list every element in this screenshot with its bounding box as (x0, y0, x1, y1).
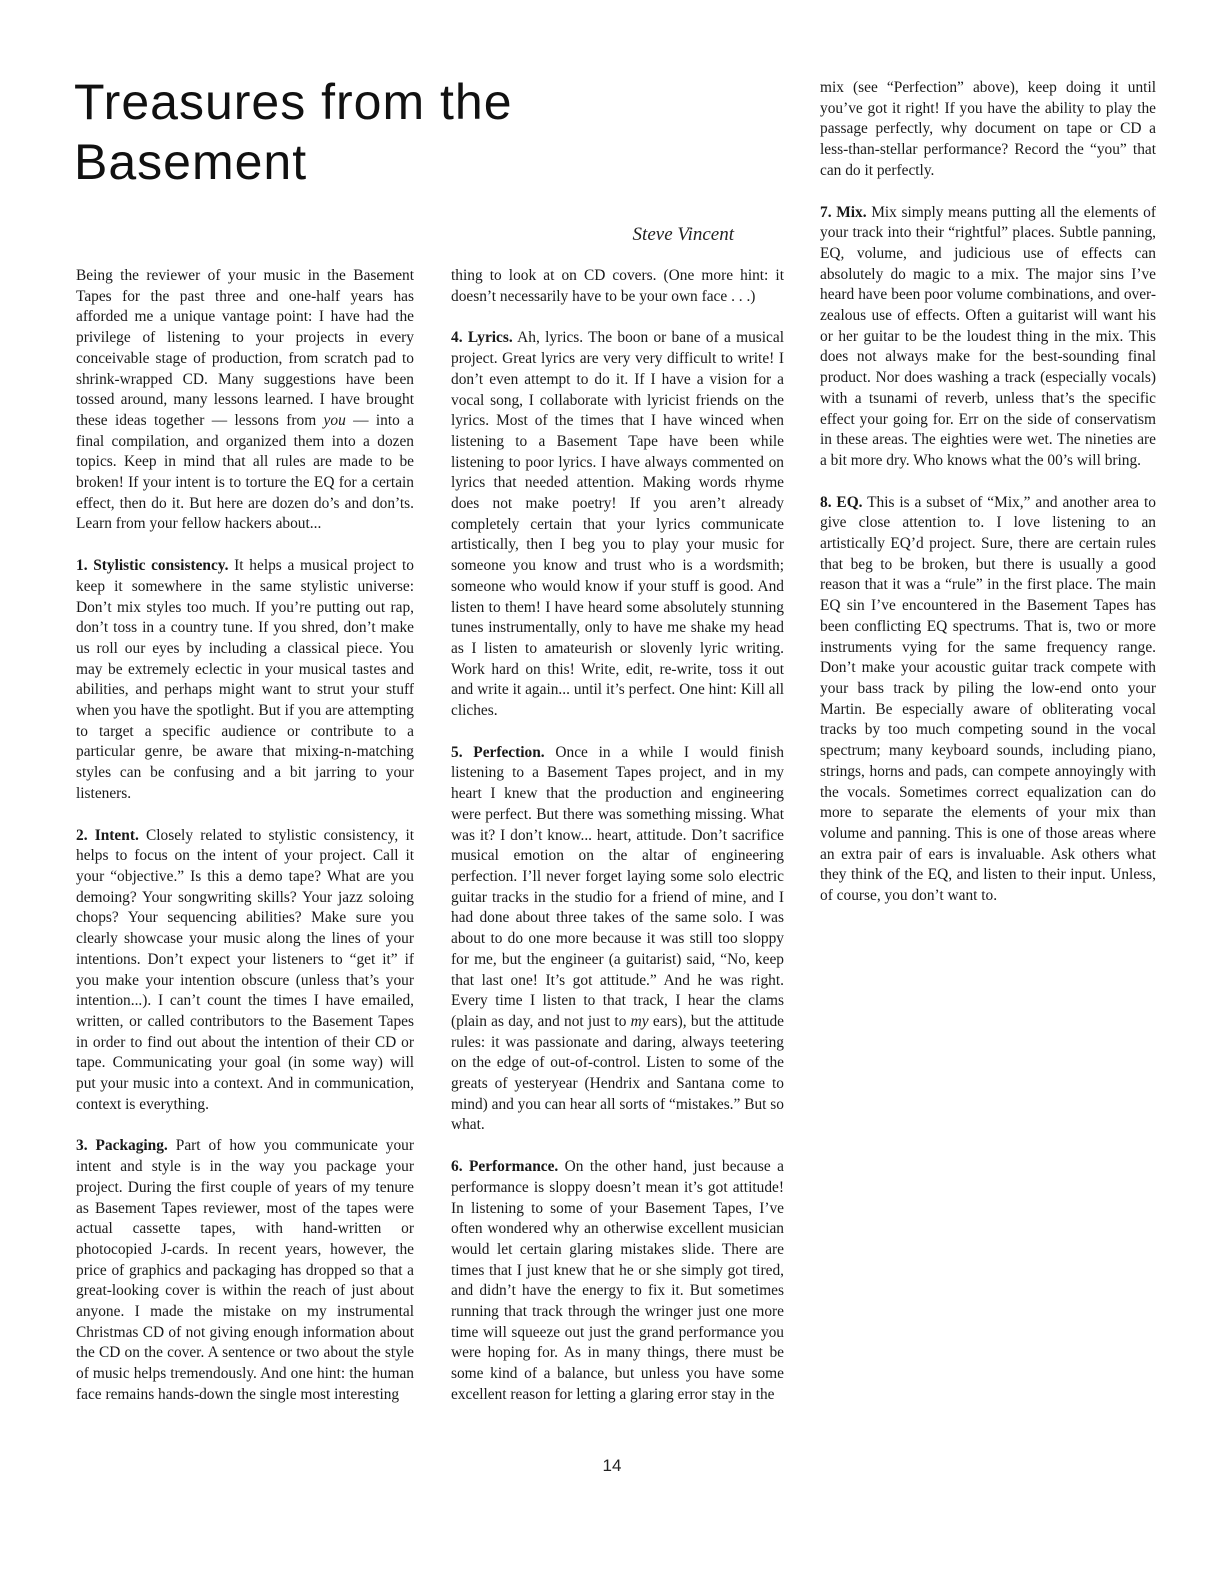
section-heading: 8. EQ. (820, 493, 863, 511)
section-mix (820, 203, 1156, 472)
section-body: Part of how you communicate your intent and style is in the way you package your project. During the first couple of years of my tenure as Basement Tapes reviewer, most of the tapes were actual cassette tapes, with hand-written or photocopied J-cards. In recent years, however, the price of graphics and packaging has dropped so that a great-looking cover is within the reach of just about anyone. I made the mistake on my instrumental Christmas CD of not giving enough information about the CD on the cover. A sentence or two about the style of music helps tremendously. And one hint: the human face remains hands-down the single most interesting (76, 1137, 414, 1403)
section-heading: 5. Perfection. (451, 743, 545, 761)
section-heading: 2. Intent. (76, 826, 139, 844)
section-body: Mix simply means putting all the elements of your track into their “rightful” places. Subtle panning, EQ, volume, and judicious use of effects can absolutely do magic to a mix. The major sins I’ve heard have been poor volume combinations, and over-zealous use of effects. Often a guitarist will want his or her guitar to be the loudest thing in the mix. This does not always make for the best-sounding final product. Nor does washing a track (especially vocals) with a tsunami of reverb, unless that’s the specific effect your going for. Err on the side of conservatism in these areas. The eighties were wet. The nineties are a bit more dry. Who knows what the 00’s will bring. (820, 203, 1156, 469)
section-body: On the other hand, just because a performance is sloppy doesn’t mean it’s got attitude! In listening to some of your Basement Tapes, I’ve often wondered why an otherwise excellent musician would let certain glaring mistakes slide. There are times that I just knew that he or she simply got tired, and didn’t have the energy to fix it. But sometimes running that track through the wringer just one more time will squeeze out just the grand performance you were hoping for. As in many things, there must be some kind of a balance, but unless you have some excellent reason for letting a glaring error stay in the (451, 1158, 784, 1403)
section-body: mix (see “Perfection” above), keep doing it until you’ve got it right! If you have the ability to play the passage perfectly, why document on tape or CD a less-than-stellar performance? Record the “you” that can do it perfectly. (820, 79, 1156, 179)
page-number: 14 (602, 1456, 622, 1475)
section-body: This is a subset of “Mix,” and another area to give close attention to. I love listening to an artistically EQ’d project. Sure, there are certain rules that beg to be broken, but there is usually a good reason that it was a “rule” in the first place. The main EQ sin I’ve encountered in the Basement Tapes has been conflicting EQ spectrums. That is, two or more instruments vying for the same frequency range. Don’t make your acoustic guitar track compete with your bass track by piling the low-end onto your Martin. Be especially aware of obliterating vocal tracks by too much competing sound in the vocal spectrum; many keyboard sounds, including piano, strings, horns and pads, can compete annoyingly with the vocals. Sometimes correct equalization can do more to separate the elements of your mix than volume and panning. This is one of those areas where an extra pair of ears is invaluable. Ask others what they think of the EQ, and listen to their input. Unless, of course, you don’t want to. (820, 493, 1156, 905)
article-title (74, 72, 694, 192)
section-heading: 7. Mix. (820, 203, 867, 221)
section-body-part-2: ears), but the attitude rules: it was passionate and daring, always teetering on the edge of out-of-control. Listen to some of the greats of yesteryear (Hendrix and Santana come to mind) and you can hear all sorts of “mistakes.” But so what. (451, 1012, 784, 1134)
section-body: Ah, lyrics. The boon or bane of a musical project. Great lyrics are very very difficult to write! I don’t even attempt to do it. If I have a vision for a vocal song, I collaborate with lyricist friends on the lyrics. Most of the times that I have winced when listening to a Basement Tape have been while listening to poor lyrics. I have always commented on lyrics that needed attention. Making words rhyme does not make poetry! If you aren’t already completely certain that your lyrics communicate artistically, then I beg you to play your music for someone you know and trust who is a wordsmith; someone who would know if your stuff is good. And listen to them! I have heard some absolutely stunning tunes instrumentally, only to have me shake my head as I listen to amateurish or slovenly lyric writing. Work hard on this! Write, edit, re-write, toss it out and write it again... until it’s perfect. One hint: Kill all cliches. (451, 329, 784, 720)
column-2 (451, 266, 784, 1427)
intro-text-part-1: Being the reviewer of your music in the Basement Tapes for the past three and one-half years has afforded me a unique vantage point: I have had the privilege of listening to your projects in every conceivable stage of production, from scratch pad to shrink-wrapped CD. Many suggestions have been tossed around, many lessons learned. I have brought these ideas together — lessons from (76, 267, 414, 429)
column-3 (820, 78, 1156, 928)
section-lyrics (451, 328, 784, 721)
intro-emphasis-you: you (323, 411, 346, 429)
column-1 (76, 266, 414, 1427)
section-stylistic-consistency (76, 556, 414, 804)
author-byline: Steve Vincent (632, 224, 734, 245)
article-title-line-1: Treasures from the (74, 74, 513, 130)
section-body: Closely related to stylistic consistency, it helps to focus on the intent of your project. Call it your “objective.” Is this a demo tape? What are you demoing? Your songwriting skills? Your jazz soloing chops? Your sequencing abilities? Make sure you clearly showcase your music along the lines of your intentions. Don’t expect your listeners to “get it” if you make your intention obscure (unless that’s your intention...). I can’t count the times I have emailed, written, or called contributors to the Basement Tapes in order to find out about the intention of their CD or tape. Communicating your goal (in some way) will put your music into a context. And in communication, context is everything. (76, 826, 414, 1113)
section-body: thing to look at on CD covers. (One more hint: it doesn’t necessarily have to be your own face . . .) (451, 267, 784, 305)
section-body-part-1: Once in a while I would finish listening to a Basement Tapes project, and in my heart I knew that the production and engineering were perfect. But there was something missing. What was it? I don’t know... heart, attitude. Don’t sacrifice musical emotion on the altar of engineering perfection. I’ll never forget laying some solo electric guitar tracks in the studio for a friend of mine, and I had done about three takes of the same solo. I was about to do one more because it was still too sloppy for me, but the engineer (a guitarist) said, “No, keep that last one! It’s got attitude.” And he was right. Every time I listen to that track, I hear the clams (plain as day, and not just to (451, 743, 785, 1030)
section-intent (76, 826, 414, 1116)
section-performance (820, 78, 1156, 182)
section-performance (451, 1157, 784, 1405)
intro-paragraph (76, 266, 414, 535)
article-title-line-2: Basement (74, 134, 308, 190)
section-heading: 1. Stylistic consistency. (76, 557, 229, 575)
section-body: It helps a musical project to keep it somewhere in the same stylistic universe: Don’t mix styles too much. If you’re putting out rap, don’t toss in a country tune. If you shred, don’t make us roll our eyes by including a classical piece. You may be extremely eclectic in your musical tastes and abilities, and perhaps might want to strut your stuff when you have the spotlight. But if you are attempting to target a specific audience or contribute to a particular genre, be aware that mixing-n-matching styles can be confusing and a bit jarring to your listeners. (76, 557, 414, 802)
section-packaging (451, 266, 784, 307)
section-packaging (76, 1136, 414, 1405)
section-emphasis-my: my (630, 1012, 649, 1030)
intro-text-part-2: — into a final compilation, and organized them into a dozen topics. Keep in mind that all rules are made to be broken! If your intent is to torture the EQ for a certain effect, then do it. But here are dozen do’s and don’ts. Learn from your fellow hackers about... (76, 411, 414, 533)
section-heading: 3. Packaging. (76, 1137, 168, 1155)
section-heading: 4. Lyrics. (451, 329, 513, 347)
section-perfection (451, 743, 784, 1136)
section-heading: 6. Performance. (451, 1158, 559, 1176)
section-eq (820, 493, 1156, 907)
